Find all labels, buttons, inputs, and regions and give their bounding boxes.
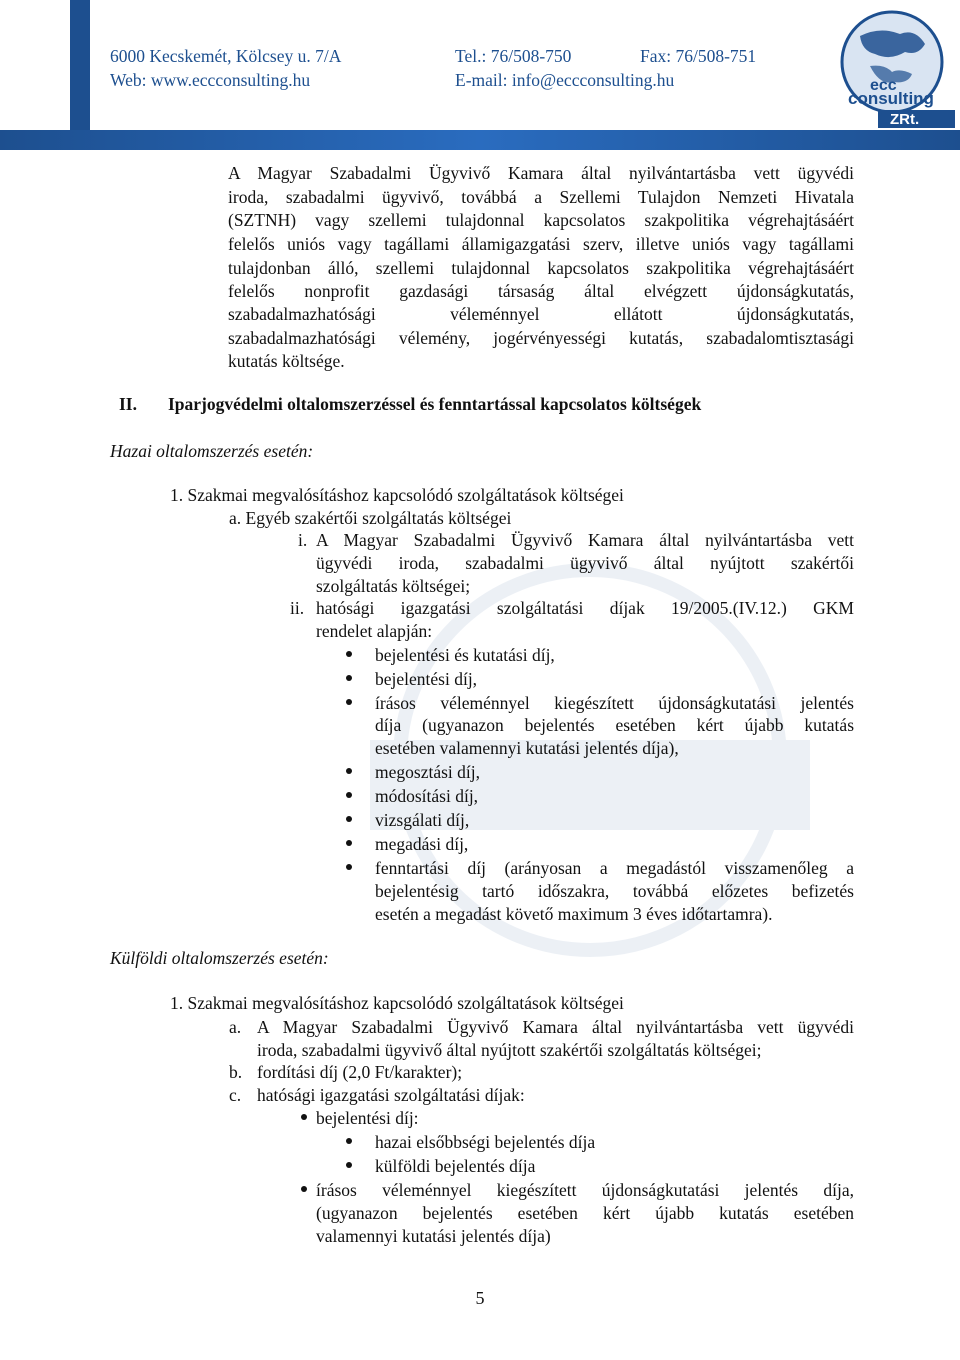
domestic-item-ii-marker: ii. (290, 598, 305, 618)
foreign-a-line: iroda, szabadalmi ügyvivő által nyújtott szakértői szolgáltatás költségei; (257, 1040, 762, 1060)
bullet-icon (346, 1138, 352, 1144)
bullet-icon (346, 816, 352, 822)
domestic-item-i-marker: i. (298, 530, 308, 550)
fee-item: vizsgálati díj, (375, 810, 470, 830)
foreign-c-text: hatósági igazgatási szolgáltatási díjak: (257, 1085, 525, 1105)
domestic-item-i-line: ügyvédi iroda, szabadalmi ügyvivő által nyújtott szakértői (316, 553, 854, 573)
bullet-icon (346, 651, 352, 657)
bullet-icon (346, 675, 352, 681)
fee-item-cont: esetében valamennyi kutatási jelentés díja), (375, 738, 679, 758)
header-email[interactable]: E-mail: info@eccconsulting.hu (455, 70, 675, 90)
foreign-c-sub1-item: hazai elsőbbségi bejelentés díja (375, 1132, 596, 1152)
foreign-c-sub2-line: (ugyanazon bejelentés esetében kért újabb kutatás esetében (316, 1203, 854, 1223)
bullet-icon (301, 1114, 307, 1120)
svg-text:ecc: ecc (870, 77, 897, 94)
fee-item: megosztási díj, (375, 762, 480, 782)
bullet-icon (346, 864, 352, 870)
header-fax: Fax: 76/508-751 (640, 46, 757, 66)
domestic-heading: Hazai oltalomszerzés esetén: (110, 441, 314, 461)
page-header (0, 0, 960, 150)
foreign-c-sub1-item: külföldi bejelentés díja (375, 1156, 536, 1176)
bullet-icon (301, 1186, 307, 1192)
header-address: 6000 Kecskemét, Kölcsey u. 7/A (110, 46, 342, 66)
intro-line: A Magyar Szabadalmi Ügyvivő Kamara által nyilvántartásba vett ügyvédi (228, 163, 854, 183)
intro-line: felelős nonprofit gazdasági társaság által elvégzett újdonságkutatás, (228, 281, 854, 301)
svg-text:ZRt.: ZRt. (890, 111, 920, 128)
ecc-consulting-logo (830, 6, 955, 128)
bullet-icon (346, 768, 352, 774)
header-horizontal-stripe (0, 130, 960, 150)
bullet-icon (346, 792, 352, 798)
domestic-item-a: a. Egyéb szakértői szolgáltatás költségei (229, 508, 512, 528)
header-vertical-stripe (70, 0, 90, 150)
fee-item-cont: bejelentésig tartó időszakra, továbbá előzetes befizetés (375, 881, 854, 901)
domestic-item-i-line: szolgáltatás költségei; (316, 576, 471, 596)
header-web[interactable]: Web: www.eccconsulting.hu (110, 70, 311, 90)
section-title: Iparjogvédelmi oltalomszerzéssel és fenntartással kapcsolatos költségek (168, 394, 702, 414)
header-tel: Tel.: 76/508-750 (455, 46, 572, 66)
section-number: II. (119, 394, 137, 414)
foreign-heading: Külföldi oltalomszerzés esetén: (110, 948, 329, 968)
fee-item: módosítási díj, (375, 786, 479, 806)
page-number: 5 (475, 1288, 485, 1308)
fee-item-cont: díja (ugyanazon bejelentés esetében kért újabb kutatás (375, 715, 854, 735)
foreign-c-sub1: bejelentési díj: (316, 1108, 419, 1128)
intro-line: szabadalmazhatósági vélemény, jogérvényességi kutatás, szabadalomtisztasági (228, 328, 854, 348)
domestic-item-ii-line: hatósági igazgatási szolgáltatási díjak 19/2005.(IV.12.) GKM (316, 598, 854, 618)
intro-line: (SZTNH) vagy szellemi tulajdonnal kapcsolatos szakpolitika végrehajtásáért (228, 210, 854, 230)
svg-text:consulting: consulting (848, 89, 934, 108)
bullet-icon (346, 1162, 352, 1168)
intro-line: felelős uniós vagy tagállami államigazgatási szerv, illetve uniós vagy tagállami (228, 234, 854, 254)
foreign-a-line: A Magyar Szabadalmi Ügyvivő Kamara által nyilvántartásba vett ügyvédi (257, 1017, 854, 1037)
foreign-c-marker: c. (229, 1085, 242, 1105)
fee-item: bejelentési és kutatási díj, (375, 645, 555, 665)
intro-line: iroda, szabadalmi ügyvivő, továbbá a Szellemi Tulajdon Nemzeti Hivatala (228, 187, 854, 207)
bullet-icon (346, 699, 352, 705)
fee-item: írásos véleménnyel kiegészített újdonságkutatási jelentés (375, 693, 854, 713)
foreign-c-sub2-line: valamennyi kutatási jelentés díja) (316, 1226, 551, 1246)
bullet-icon (346, 840, 352, 846)
domestic-item-i-line: A Magyar Szabadalmi Ügyvivő Kamara által nyilvántartásba vett (316, 530, 854, 550)
fee-item: megadási díj, (375, 834, 469, 854)
fee-item: bejelentési díj, (375, 669, 478, 689)
foreign-item-1: 1. Szakmai megvalósításhoz kapcsolódó szolgáltatások költségei (170, 993, 624, 1013)
foreign-b-text: fordítási díj (2,0 Ft/karakter); (257, 1062, 463, 1082)
foreign-a-marker: a. (229, 1017, 242, 1037)
intro-line: kutatás költsége. (228, 351, 345, 371)
foreign-b-marker: b. (229, 1062, 243, 1082)
intro-line: szabadalmazhatósági véleménnyel ellátott újdonságkutatás, (228, 304, 854, 324)
domestic-item-ii-line: rendelet alapján: (316, 621, 433, 641)
fee-item: fenntartási díj (arányosan a megadástól visszamenőleg a (375, 858, 854, 878)
fee-item-cont: esetén a megadást követő maximum 3 éves időtartamra). (375, 904, 773, 924)
intro-line: tulajdonban álló, szellemi tulajdonnal kapcsolatos szakpolitika végrehajtásáért (228, 258, 854, 278)
domestic-item-1: 1. Szakmai megvalósításhoz kapcsolódó szolgáltatások költségei (170, 485, 624, 505)
foreign-c-sub2-line: írásos véleménnyel kiegészített újdonságkutatási jelentés díja, (316, 1180, 854, 1200)
